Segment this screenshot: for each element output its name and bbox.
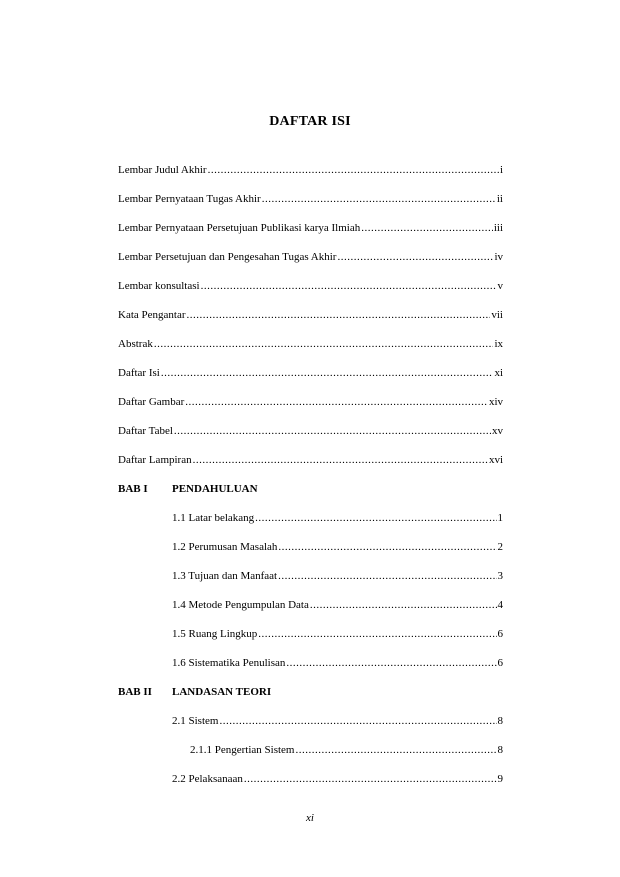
chapter-title: PENDAHULUAN xyxy=(172,483,258,495)
dot-leader xyxy=(185,395,488,409)
page-number: xi xyxy=(306,812,314,824)
toc-entry-page: 2 xyxy=(497,541,503,553)
toc-section xyxy=(172,627,503,641)
dot-leader xyxy=(174,424,491,438)
toc-entry-page: xi xyxy=(494,367,503,379)
toc-entry-page: 6 xyxy=(497,657,503,669)
toc-entry xyxy=(118,453,503,467)
dot-leader xyxy=(187,308,491,322)
toc-entry-label: Daftar Lampiran xyxy=(118,454,192,466)
toc-entry-label: Lembar Persetujuan dan Pengesahan Tugas Akhir xyxy=(118,251,337,263)
toc-entry-label: Daftar Isi xyxy=(118,367,160,379)
dot-leader xyxy=(258,627,496,641)
toc-entry-label: 1.1 Latar belakang xyxy=(172,512,255,524)
toc-entry-page: i xyxy=(499,164,503,176)
chapter-number: BAB I xyxy=(118,483,148,495)
dot-leader xyxy=(286,656,496,670)
toc-entry xyxy=(118,424,503,438)
dot-leader xyxy=(201,279,497,293)
toc-entry-label: Lembar konsultasi xyxy=(118,280,200,292)
dot-leader xyxy=(244,772,497,786)
toc-entry-page: xvi xyxy=(488,454,503,466)
dot-leader xyxy=(337,250,493,264)
dot-leader xyxy=(154,337,494,351)
toc-entry-label: 1.5 Ruang Lingkup xyxy=(172,628,258,640)
toc-entry-page: xiv xyxy=(488,396,503,408)
toc-entry-label: Kata Pengantar xyxy=(118,309,186,321)
dot-leader xyxy=(361,221,493,235)
dot-leader xyxy=(208,163,499,177)
toc-entry-label: 2.1.1 Pengertian Sistem xyxy=(190,744,295,756)
toc-entry-label: 1.6 Sistematika Penulisan xyxy=(172,657,286,669)
toc-entry xyxy=(118,308,503,322)
toc-section xyxy=(172,569,503,583)
toc-entry-page: xv xyxy=(492,425,503,437)
toc-entry-page: ix xyxy=(494,338,503,350)
toc-entry-page: 4 xyxy=(497,599,503,611)
toc-entry-label: Lembar Pernyataan Tugas Akhir xyxy=(118,193,261,205)
toc-entry-label: Daftar Tabel xyxy=(118,425,173,437)
dot-leader xyxy=(278,540,496,554)
toc-entry-label: 2.2 Pelaksanaan xyxy=(172,773,243,785)
dot-leader xyxy=(219,714,496,728)
toc-entry-page: iii xyxy=(493,222,503,234)
toc-entry-page: 8 xyxy=(497,715,503,727)
toc-entry xyxy=(118,192,503,206)
toc-entry-label: 2.1 Sistem xyxy=(172,715,219,727)
chapter-number: BAB II xyxy=(118,686,152,698)
toc-entry xyxy=(118,163,503,177)
toc-entry-label: 1.4 Metode Pengumpulan Data xyxy=(172,599,309,611)
toc-entry xyxy=(118,337,503,351)
toc-entry-page: vii xyxy=(491,309,503,321)
toc-entry xyxy=(118,250,503,264)
toc-section xyxy=(172,772,503,786)
toc-entry-page: 3 xyxy=(497,570,503,582)
dot-leader xyxy=(278,569,496,583)
page-title: DAFTAR ISI xyxy=(269,114,351,129)
dot-leader xyxy=(262,192,496,206)
dot-leader xyxy=(255,511,496,525)
toc-entry-page: 1 xyxy=(497,512,503,524)
toc-entry-label: Lembar Pernyataan Persetujuan Publikasi karya Ilmiah xyxy=(118,222,361,234)
toc-entry-label: Daftar Gambar xyxy=(118,396,185,408)
toc-entry-page: 6 xyxy=(497,628,503,640)
toc-section xyxy=(172,540,503,554)
toc-section xyxy=(172,511,503,525)
toc-entry xyxy=(118,395,503,409)
toc-entry xyxy=(118,366,503,380)
toc-section xyxy=(172,714,503,728)
dot-leader xyxy=(296,743,497,757)
toc-entry-page: 8 xyxy=(497,744,503,756)
toc-entry xyxy=(118,279,503,293)
dot-leader xyxy=(193,453,488,467)
toc-entry-label: Lembar Judul Akhir xyxy=(118,164,207,176)
dot-leader xyxy=(310,598,497,612)
toc-entry-label: 1.3 Tujuan dan Manfaat xyxy=(172,570,278,582)
toc-entry xyxy=(118,221,503,235)
chapter-title: LANDASAN TEORI xyxy=(172,686,272,698)
toc-entry-page: iv xyxy=(494,251,503,263)
toc-entry-label: Abstrak xyxy=(118,338,153,350)
toc-section xyxy=(172,598,503,612)
toc-entry-label: 1.2 Perumusan Masalah xyxy=(172,541,278,553)
toc-entry-page: v xyxy=(497,280,503,292)
toc-section xyxy=(172,656,503,670)
dot-leader xyxy=(161,366,494,380)
toc-entry-page: 9 xyxy=(497,773,503,785)
toc-entry-page: ii xyxy=(496,193,503,205)
toc-subsection xyxy=(190,743,503,757)
